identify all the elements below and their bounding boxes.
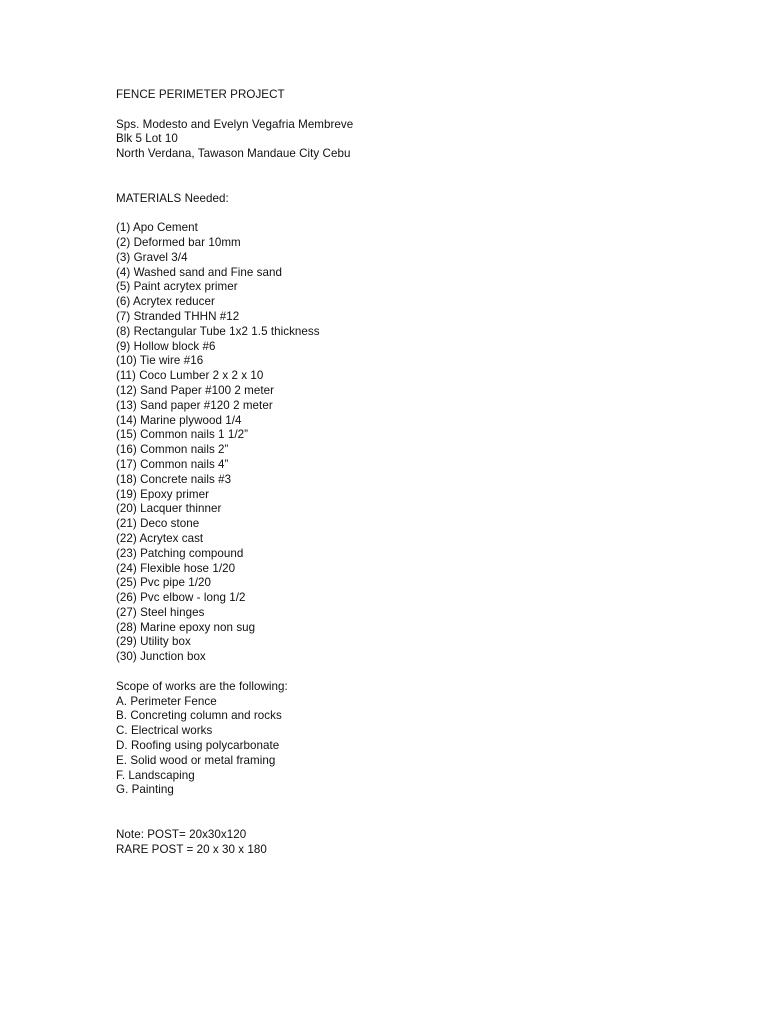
scope-item: A. Perimeter Fence <box>116 694 217 708</box>
material-item: (3) Gravel 3/4 <box>116 250 188 264</box>
spacer <box>116 798 676 828</box>
material-item: (2) Deformed bar 10mm <box>116 235 241 249</box>
scope-item: F. Landscaping <box>116 768 195 782</box>
material-item: (26) Pvc elbow - long 1/2 <box>116 591 246 605</box>
material-item: (25) Pvc pipe 1/20 <box>116 576 211 590</box>
material-item: (15) Common nails 1 1/2” <box>116 428 249 442</box>
spacer <box>116 665 676 680</box>
spacer <box>116 162 676 192</box>
material-item: (22) Acrytex cast <box>116 531 204 545</box>
client-lot: Blk 5 Lot 10 <box>116 132 178 146</box>
note-line: RARE POST = 20 x 30 x 180 <box>116 842 267 856</box>
material-item: (30) Junction box <box>116 650 206 664</box>
material-item: (27) Steel hinges <box>116 605 205 619</box>
note-line: Note: POST= 20x30x120 <box>116 827 247 841</box>
notes <box>116 828 676 858</box>
material-item: (23) Patching compound <box>116 546 244 560</box>
material-item: (6) Acrytex reducer <box>116 295 215 309</box>
material-item: (13) Sand paper #120 2 meter <box>116 398 273 412</box>
material-item: (18) Concrete nails #3 <box>116 472 232 486</box>
material-item: (28) Marine epoxy non sug <box>116 620 256 634</box>
document-title: FENCE PERIMETER PROJECT <box>116 88 285 101</box>
material-item: (12) Sand Paper #100 2 meter <box>116 383 275 397</box>
material-item: (19) Epoxy primer <box>116 487 209 501</box>
scope-list <box>116 695 676 799</box>
material-item: (14) Marine plywood 1/4 <box>116 413 242 427</box>
scope-item: C. Electrical works <box>116 724 213 738</box>
spacer <box>116 206 676 221</box>
material-item: (17) Common nails 4” <box>116 457 229 471</box>
spacer <box>116 103 676 118</box>
scope-item: D. Roofing using polycarbonate <box>116 739 280 753</box>
material-item: (1) Apo Cement <box>116 221 198 235</box>
materials-list <box>116 221 676 665</box>
scope-item: B. Concreting column and rocks <box>116 709 282 723</box>
client-address: North Verdana, Tawason Mandaue City Cebu <box>116 147 351 161</box>
scope-heading: Scope of works are the following: <box>116 679 288 693</box>
material-item: (20) Lacquer thinner <box>116 502 222 516</box>
material-item: (21) Deco stone <box>116 517 200 531</box>
material-item: (4) Washed sand and Fine sand <box>116 265 283 279</box>
client-info <box>116 118 676 162</box>
material-item: (9) Hollow block #6 <box>116 339 216 353</box>
material-item: (16) Common nails 2” <box>116 443 229 457</box>
material-item: (24) Flexible hose 1/20 <box>116 561 236 575</box>
material-item: (10) Tie wire #16 <box>116 354 204 368</box>
material-item: (8) Rectangular Tube 1x2 1.5 thickness <box>116 324 320 338</box>
material-item: (29) Utility box <box>116 635 191 649</box>
scope-item: E. Solid wood or metal framing <box>116 753 276 767</box>
scope-item: G. Painting <box>116 783 174 797</box>
client-name: Sps. Modesto and Evelyn Vegafria Membreve <box>116 117 354 131</box>
material-item: (11) Coco Lumber 2 x 2 x 10 <box>116 369 264 383</box>
document-page <box>116 88 676 857</box>
materials-heading: MATERIALS Needed: <box>116 191 229 205</box>
material-item: (5) Paint acrytex primer <box>116 280 238 294</box>
material-item: (7) Stranded THHN #12 <box>116 309 240 323</box>
